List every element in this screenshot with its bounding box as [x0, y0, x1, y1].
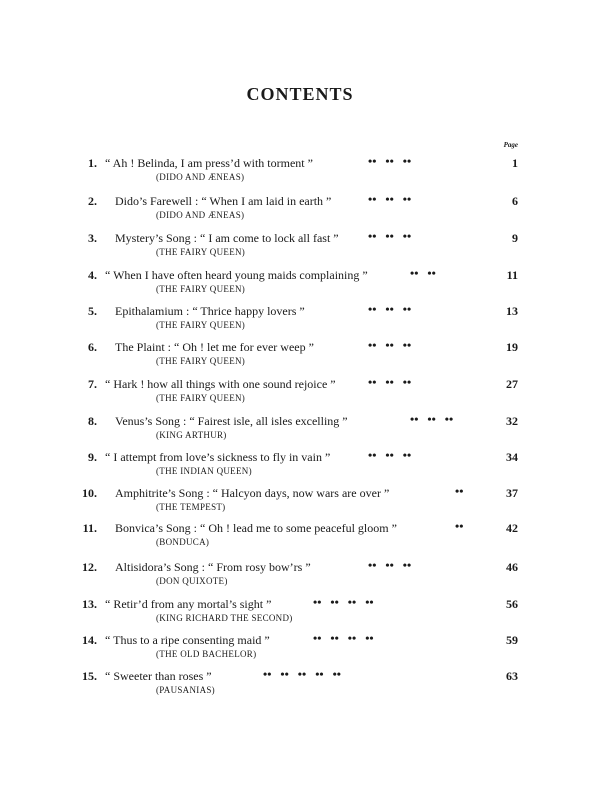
entry-page-number: 19 — [506, 340, 518, 354]
entry-page-number: 63 — [506, 669, 518, 683]
entry-number: 11. — [82, 521, 97, 535]
entry-number: 15. — [82, 669, 97, 683]
entry-title: Altisidora’s Song : “ From rosy bow’rs ” — [115, 560, 311, 574]
entry-title: “ Hark ! how all things with one sound rejoice ” — [105, 377, 336, 391]
entry-title: “ Retir’d from any mortal’s sight ” — [105, 597, 272, 611]
entry-page-number: 27 — [506, 377, 518, 391]
entry-leader-dots: •• •• •• — [368, 229, 412, 243]
contents-entry — [0, 414, 600, 450]
entry-number: 13. — [82, 597, 97, 611]
page-title: CONTENTS — [246, 84, 354, 104]
entry-source: (DON QUIXOTE) — [156, 576, 228, 586]
entry-number: 10. — [82, 486, 97, 500]
entry-number: 9. — [88, 450, 97, 464]
entry-source: (THE OLD BACHELOR) — [156, 649, 257, 659]
entry-source: (KING RICHARD THE SECOND) — [156, 613, 293, 623]
entry-source: (BONDUCA) — [156, 537, 210, 547]
entry-source: (PAUSANIAS) — [156, 685, 215, 695]
entry-source: (THE INDIAN QUEEN) — [156, 466, 252, 476]
entry-number: 4. — [88, 268, 97, 282]
contents-entry — [0, 633, 600, 669]
entry-number: 12. — [82, 560, 97, 574]
contents-entry — [0, 156, 600, 192]
entry-source: (THE FAIRY QUEEN) — [156, 393, 246, 403]
entry-page-number: 13 — [506, 304, 518, 318]
entry-title: Epithalamium : “ Thrice happy lovers ” — [115, 304, 305, 318]
entry-title: Dido’s Farewell : “ When I am laid in earth ” — [115, 194, 332, 208]
entry-source: (KING ARTHUR) — [156, 430, 227, 440]
entry-number: 3. — [88, 231, 97, 245]
contents-entry — [0, 486, 600, 522]
entry-source: (THE TEMPEST) — [156, 502, 226, 512]
entry-leader-dots: •• •• •• — [368, 338, 412, 352]
entry-number: 5. — [88, 304, 97, 318]
entry-page-number: 6 — [512, 194, 518, 208]
entry-page-number: 37 — [506, 486, 518, 500]
entry-leader-dots: •• •• •• •• — [313, 631, 374, 645]
entry-page-number: 46 — [506, 560, 518, 574]
entry-source: (THE FAIRY QUEEN) — [156, 356, 246, 366]
entry-title: “ Thus to a ripe consenting maid ” — [105, 633, 270, 647]
entry-leader-dots: •• •• — [410, 266, 436, 280]
entry-page-number: 59 — [506, 633, 518, 647]
entry-leader-dots: •• •• •• — [368, 375, 412, 389]
entry-leader-dots: •• •• •• •• •• — [263, 667, 342, 681]
entry-leader-dots: •• — [455, 484, 464, 498]
contents-entry — [0, 521, 600, 557]
entry-number: 7. — [88, 377, 97, 391]
contents-entry — [0, 231, 600, 267]
contents-entry — [0, 669, 600, 705]
entry-source: (THE FAIRY QUEEN) — [156, 320, 246, 330]
entry-page-number: 9 — [512, 231, 518, 245]
entry-leader-dots: •• •• •• — [368, 302, 412, 316]
entry-title: Venus’s Song : “ Fairest isle, all isles excelling ” — [115, 414, 348, 428]
entry-title: The Plaint : “ Oh ! let me for ever weep ” — [115, 340, 314, 354]
entry-source: (THE FAIRY QUEEN) — [156, 284, 246, 294]
entry-leader-dots: •• •• •• — [368, 192, 412, 206]
entry-number: 6. — [88, 340, 97, 354]
entry-page-number: 34 — [506, 450, 518, 464]
entry-title: Mystery’s Song : “ I am come to lock all fast ” — [115, 231, 339, 245]
entry-source: (DIDO AND ÆNEAS) — [156, 172, 245, 182]
entry-number: 14. — [82, 633, 97, 647]
contents-entry — [0, 450, 600, 486]
entry-title: “ Ah ! Belinda, I am press’d with torment ” — [105, 156, 313, 170]
contents-entry — [0, 597, 600, 633]
entry-page-number: 1 — [512, 156, 518, 170]
entry-title: “ I attempt from love’s sickness to fly in vain ” — [105, 450, 331, 464]
contents-entry — [0, 560, 600, 596]
entry-leader-dots: •• •• •• — [368, 154, 412, 168]
entry-title: “ Sweeter than roses ” — [105, 669, 212, 683]
entry-page-number: 32 — [506, 414, 518, 428]
entry-leader-dots: •• •• •• — [368, 558, 412, 572]
contents-entry — [0, 340, 600, 376]
entry-page-number: 56 — [506, 597, 518, 611]
entry-leader-dots: •• •• •• — [368, 448, 412, 462]
entry-number: 8. — [88, 414, 97, 428]
contents-entry — [0, 304, 600, 340]
entry-source: (THE FAIRY QUEEN) — [156, 247, 246, 257]
entry-leader-dots: •• — [455, 519, 464, 533]
entry-title: “ When I have often heard young maids complaining ” — [105, 268, 368, 282]
entry-title: Amphitrite’s Song : “ Halcyon days, now wars are over ” — [115, 486, 390, 500]
page-column-header: Page — [503, 141, 518, 149]
entry-number: 1. — [88, 156, 97, 170]
entry-page-number: 11 — [506, 268, 518, 282]
contents-entry — [0, 268, 600, 304]
entry-source: (DIDO AND ÆNEAS) — [156, 210, 245, 220]
entry-page-number: 42 — [506, 521, 518, 535]
contents-entry — [0, 194, 600, 230]
contents-entry — [0, 377, 600, 413]
entry-number: 2. — [88, 194, 97, 208]
entry-leader-dots: •• •• •• — [410, 412, 454, 426]
entry-leader-dots: •• •• •• •• — [313, 595, 374, 609]
entry-title: Bonvica’s Song : “ Oh ! lead me to some peaceful gloom ” — [115, 521, 397, 535]
